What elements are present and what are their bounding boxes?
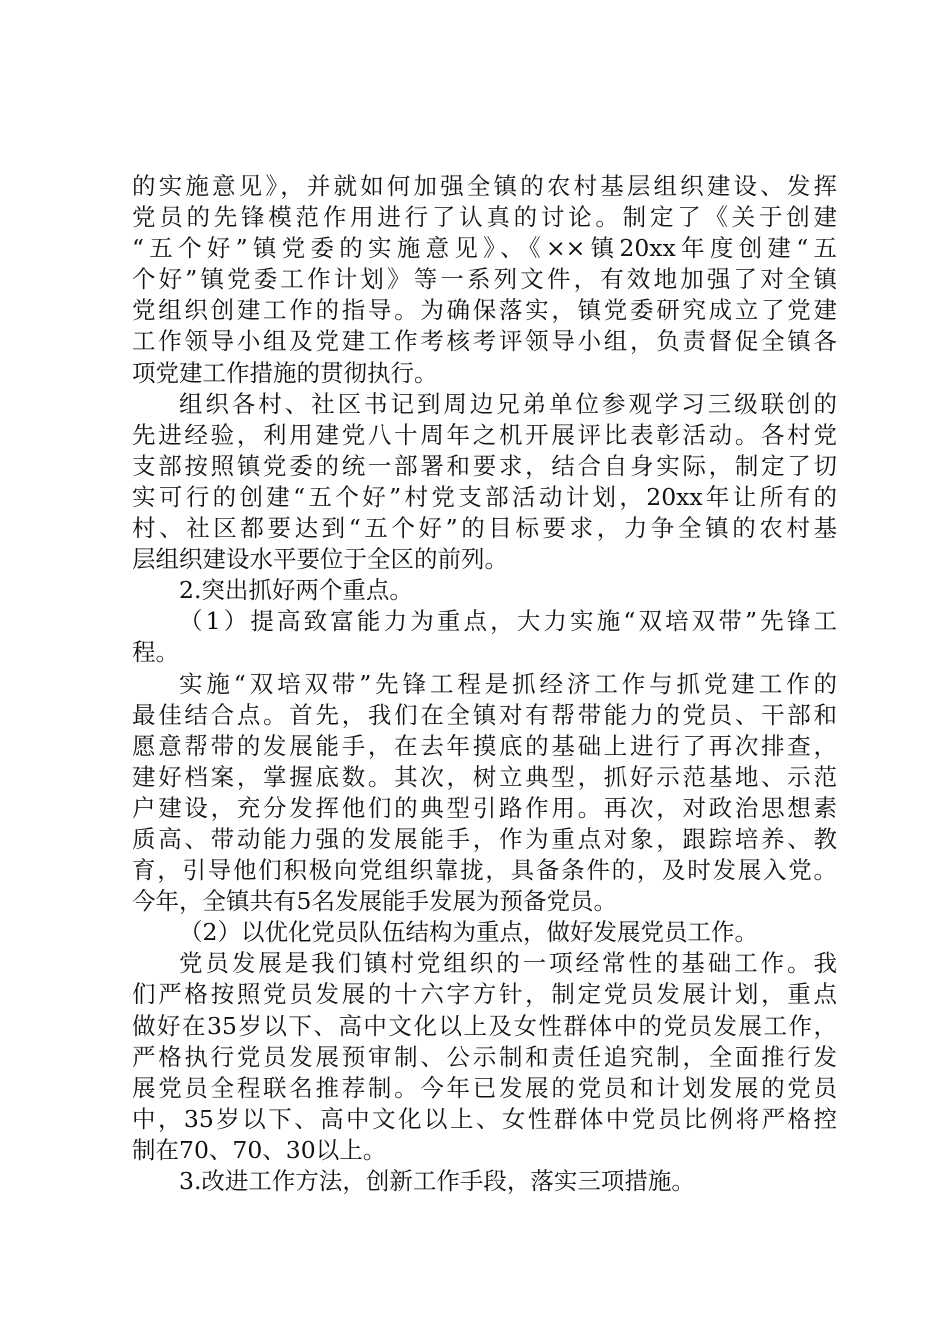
text-line: 2.突出抓好两个重点。 (179, 576, 413, 605)
text-line: 的实施意见》，并就如何加强全镇的农村基层组织建设、发挥 (132, 172, 837, 200)
text-line: 质高、带动能力强的发展能手，作为重点对象，跟踪培养、教 (132, 824, 837, 853)
text-line: （1）提高致富能力为重点，大力实施“双培双带”先锋工 (179, 607, 837, 636)
text-line: 党组织创建工作的指导。为确保落实，镇党委研究成立了党建 (132, 296, 837, 325)
text-line: 们严格按照党员发展的十六字方针，制定党员发展计划，重点 (132, 980, 837, 1009)
text-line: 实施“双培双带”先锋工程是抓经济工作与抓党建工作的 (179, 669, 837, 698)
text-line: 建好档案，掌握底数。其次，树立典型，抓好示范基地、示范 (132, 762, 837, 791)
text-line: 先进经验，利用建党八十周年之机开展评比表彰活动。各村党 (132, 420, 837, 449)
text-line: 严格执行党员发展预审制、公示制和责任追究制，全面推行发 (132, 1042, 837, 1071)
text-line: 今年，全镇共有5名发展能手发展为预备党员。 (132, 887, 617, 916)
text-line: 展党员全程联名推荐制。今年已发展的党员和计划发展的党员 (132, 1073, 837, 1102)
text-line: 工作领导小组及党建工作考核考评领导小组，负责督促全镇各 (132, 327, 837, 356)
text-line: 中，35岁以下、高中文化以上、女性群体中党员比例将严格控 (132, 1104, 837, 1133)
text-line: 个好”镇党委工作计划》等一系列文件，有效地加强了对全镇 (132, 265, 837, 294)
text-line: 党员的先锋模范作用进行了认真的讨论。制定了《关于创建 (132, 203, 837, 232)
text-line: 户建设，充分发挥他们的典型引路作用。再次，对政治思想素 (132, 793, 837, 822)
text-line: 项党建工作措施的贯彻执行。 (132, 358, 438, 387)
text-line: 程。 (132, 638, 179, 667)
document-body (132, 171, 837, 1197)
text-line: 最佳结合点。首先，我们在全镇对有帮带能力的党员、干部和 (132, 700, 837, 729)
text-line: 党员发展是我们镇村党组织的一项经常性的基础工作。我 (179, 949, 837, 978)
text-line: 愿意帮带的发展能手，在去年摸底的基础上进行了再次排查， (132, 731, 837, 760)
text-line: “五个好”镇党委的实施意见》、《××镇20xx年度创建“五 (132, 234, 837, 263)
text-line: 制在70、70、30以上。 (132, 1135, 387, 1164)
text-line: （2）以优化党员队伍结构为重点，做好发展党员工作。 (179, 918, 758, 947)
text-line: 村、社区都要达到“五个好”的目标要求，力争全镇的农村基 (132, 514, 837, 543)
text-line: 育，引导他们积极向党组织靠拢，具备条件的，及时发展入党。 (132, 856, 837, 885)
text-line: 实可行的创建“五个好”村党支部活动计划，20xx年让所有的 (132, 482, 837, 511)
text-line: 支部按照镇党委的统一部署和要求，结合自身实际，制定了切 (132, 451, 837, 480)
text-line: 做好在35岁以下、高中文化以上及女性群体中的党员发展工作， (132, 1011, 837, 1040)
text-line: 组织各村、社区书记到周边兄弟单位参观学习三级联创的 (179, 389, 837, 418)
text-line: 3.改进工作方法，创新工作手段，落实三项措施。 (179, 1167, 695, 1195)
text-line: 层组织建设水平要位于全区的前列。 (132, 545, 508, 574)
